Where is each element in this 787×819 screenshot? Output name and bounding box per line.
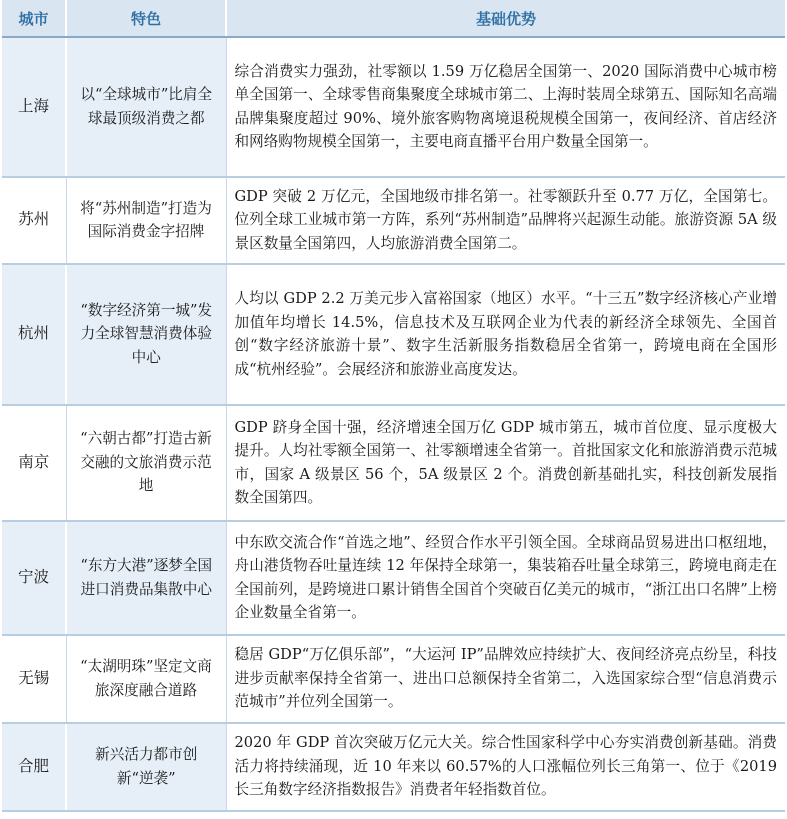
header-feature: 特色 <box>66 0 226 37</box>
feature-cell: 以“全球城市”比肩全球最顶级消费之都 <box>66 37 226 177</box>
city-cell: 宁波 <box>2 521 66 635</box>
advantage-cell: 人均以 GDP 2.2 万美元步入富裕国家（地区）水平。“十三五”数字经济核心产业增加值年均增长 14.5%，信息技术及互联网企业为代表的新经济全球领先、全国首创“数字经济旅游十景”、数字生活新服务指数稳居全省第一，跨境电商在全国形成“杭州经验”。会展经济和旅游业高度发达。 <box>226 264 785 405</box>
feature-cell: “数字经济第一城”发力全球智慧消费体验中心 <box>66 264 226 405</box>
city-cell: 无锡 <box>2 635 66 723</box>
advantage-cell: 2020 年 GDP 首次突破万亿元大关。综合性国家科学中心夯实消费创新基础。消费活力将持续涌现，近 10 年来以 60.57%的人口涨幅位列长三角第一、位于《2019 长三角数字经济指数报告》消费者年轻指数首位。 <box>226 723 785 811</box>
city-cell: 合肥 <box>2 723 66 811</box>
advantage-cell: GDP 跻身全国十强，经济增速全国万亿 GDP 城市第五，城市首位度、显示度极大提升。人均社零额全国第一、社零额增速全省第一。首批国家文化和旅游消费示范城市，国家 A 级景区 56 个，5A 级景区 2 个。消费创新基础扎实，科技创新发展指数全国第四。 <box>226 405 785 521</box>
table-row <box>2 264 785 405</box>
table-row <box>2 177 785 264</box>
city-comparison-table <box>2 0 785 812</box>
feature-cell: “东方大港”逐梦全国进口消费品集散中心 <box>66 521 226 635</box>
header-city: 城市 <box>2 0 66 37</box>
table-row <box>2 635 785 723</box>
table-header-row <box>2 0 785 37</box>
feature-cell: 新兴活力都市创新“逆袭” <box>66 723 226 811</box>
city-cell: 苏州 <box>2 177 66 264</box>
advantage-cell: 稳居 GDP“万亿俱乐部”，“大运河 IP”品牌效应持续扩大、夜间经济亮点纷呈，科技进步贡献率保持全省第一、进出口总额保持全省第二，入选国家综合型“信息消费示范城市”并位列全国第一。 <box>226 635 785 723</box>
advantage-cell: GDP 突破 2 万亿元，全国地级市排名第一。社零额跃升至 0.77 万亿，全国第七。位列全球工业城市第一方阵，系列“苏州制造”品牌将兴起源生动能。旅游资源 5A 级景区数量全国第四，人均旅游消费全国第二。 <box>226 177 785 264</box>
header-advantage: 基础优势 <box>226 0 785 37</box>
feature-cell: “六朝古都”打造古新交融的文旅消费示范地 <box>66 405 226 521</box>
advantage-cell: 中东欧交流合作“首选之地”、经贸合作水平引领全国。全球商品贸易进出口枢纽地，舟山港货物吞吐量连续 12 年保持全球第一，集装箱吞吐量全球第三，跨境电商走在全国前列，是跨境进口累计销售全国首个突破百亿美元的城市，“浙江出口名牌”上榜企业数量全省第一。 <box>226 521 785 635</box>
table-row <box>2 723 785 811</box>
table-row <box>2 405 785 521</box>
feature-cell: 将“苏州制造”打造为国际消费金字招牌 <box>66 177 226 264</box>
table-row <box>2 521 785 635</box>
feature-cell: “太湖明珠”坚定文商旅深度融合道路 <box>66 635 226 723</box>
city-cell: 杭州 <box>2 264 66 405</box>
city-cell: 南京 <box>2 405 66 521</box>
table-row <box>2 37 785 177</box>
city-cell: 上海 <box>2 37 66 177</box>
advantage-cell: 综合消费实力强劲，社零额以 1.59 万亿稳居全国第一、2020 国际消费中心城市榜单全国第一、全球零售商集聚度全球城市第二、上海时装周全球第五、国际知名高端品牌集聚度超过 90%、境外旅客购物离境退税规模全国第一，夜间经济、首店经济和网络购物规模全国第一，主要电商直播平台用户数量全国第一。 <box>226 37 785 177</box>
